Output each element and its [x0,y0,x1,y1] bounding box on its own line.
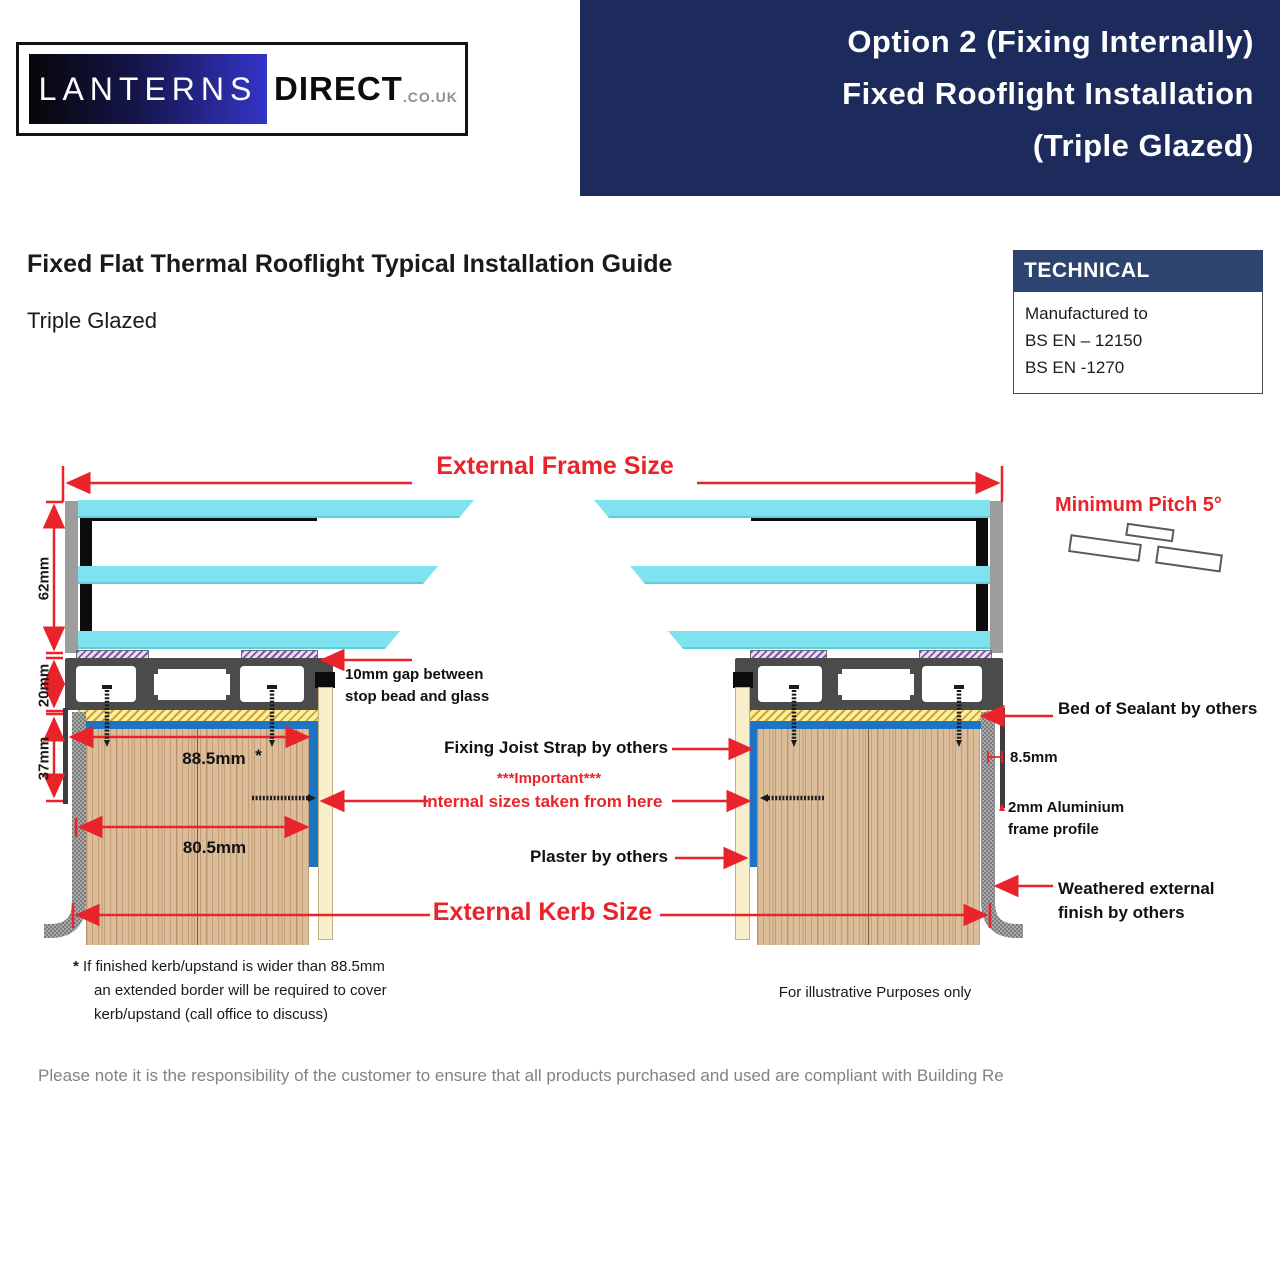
asterisk-marker: * [255,746,262,765]
dim-88-5mm-label: 88.5mm * [182,746,262,768]
compliance-disclaimer: Please note it is the responsibility of the customer to ensure that all products purchased and used are compliant with Building Re [38,1066,1004,1085]
logo-direct: DIRECT [274,70,403,107]
dim-80-5mm-label: 80.5mm [182,838,247,857]
external-kerb-size-label: External Kerb Size [432,898,653,926]
dim-8-5mm-label: 8.5mm [1010,749,1058,766]
technical-box-header: TECHNICAL [1013,250,1263,292]
technical-line-1: Manufactured to [1025,304,1148,323]
important-label: ***Important*** [496,770,602,787]
alu-profile-label: 2mm Aluminium frame profile [1008,799,1125,838]
footnote-asterisk: * [73,958,79,975]
logo-lanterns: LANTERNS [29,54,267,124]
min-pitch-pictogram [1069,524,1222,572]
weathered-finish-label: Weathered external finish by others [1058,879,1215,922]
plaster-label: Plaster by others [530,847,668,866]
min-pitch-label: Minimum Pitch 5° [1055,494,1222,516]
fixing-joist-label: Fixing Joist Strap by others [444,738,668,757]
kerb-footnote: * If finished kerb/upstand is wider than 88.5mm an extended border will be required to cover kerb/upstand (call office to discuss) [73,958,387,1023]
gap-note-label: 10mm gap between stop bead and glass [345,666,490,705]
external-frame-size-label: External Frame Size [436,452,674,480]
logo-domain-suffix: .CO.UK [402,89,458,105]
leader-2mm-profile-arrow [999,803,1005,811]
internal-sizes-label: Internal sizes taken from here [422,792,663,811]
banner-line-2: Fixed Rooflight Installation [842,76,1254,111]
dim-37mm-label: 37mm [35,736,53,781]
dim-20mm-label: 20mm [35,663,53,708]
dim-62mm-label: 62mm [35,556,53,601]
illustrative-note: For illustrative Purposes only [778,984,972,1001]
bed-of-sealant-label: Bed of Sealant by others [1058,699,1258,718]
banner-line-1: Option 2 (Fixing Internally) [847,24,1254,59]
page-subtitle: Triple Glazed [27,308,158,333]
banner-line-3: (Triple Glazed) [1032,128,1254,163]
page-title: Fixed Flat Thermal Rooflight Typical Installation Guide [27,250,673,278]
technical-line-2: BS EN – 12150 [1025,331,1143,350]
technical-line-3: BS EN -1270 [1025,358,1125,377]
